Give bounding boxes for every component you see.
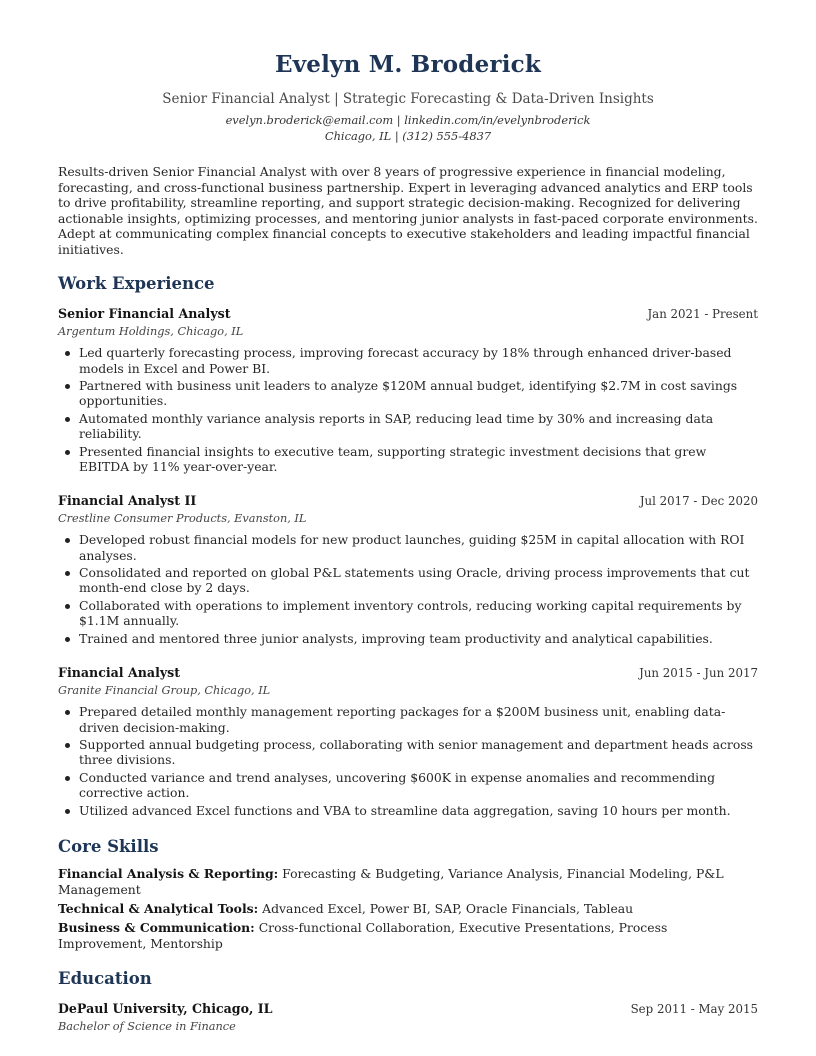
bullet-item: Developed robust financial models for new product launches, guiding $25M in capital allocation with ROI analyses. bbox=[58, 532, 758, 563]
skill-group-values: Advanced Excel, Power BI, SAP, Oracle Financials, Tableau bbox=[262, 901, 634, 916]
skill-group bbox=[58, 920, 758, 951]
bullet-item: Automated monthly variance analysis reports in SAP, reducing lead time by 30% and increasing data reliability. bbox=[58, 411, 758, 442]
job-organization: Granite Financial Group, Chicago, IL bbox=[58, 684, 271, 697]
section-title-education: Education bbox=[58, 969, 152, 988]
bullet-item: Utilized advanced Excel functions and VBA to streamline data aggregation, saving 10 hours per month. bbox=[58, 803, 758, 819]
job-title: Financial Analyst II bbox=[58, 493, 197, 508]
job-title: Financial Analyst bbox=[58, 665, 181, 680]
professional-headline: Senior Financial Analyst | Strategic Forecasting & Data-Driven Insights bbox=[162, 91, 654, 107]
job-date: Jan 2021 - Present bbox=[647, 307, 758, 321]
skill-group-label: Technical & Analytical Tools: bbox=[58, 901, 259, 916]
school-name: DePaul University, Chicago, IL bbox=[58, 1001, 273, 1016]
skill-group-values: Cross-functional Collaboration, Executive Presentations, Process Improvement, Mentorship bbox=[58, 920, 668, 951]
section-title-skills: Core Skills bbox=[58, 837, 159, 856]
job-bullets bbox=[58, 345, 758, 477]
bullet-item: Prepared detailed monthly management reporting packages for a $200M business unit, enabling data-driven decision-making. bbox=[58, 704, 758, 735]
degree-name: Bachelor of Science in Finance bbox=[58, 1020, 236, 1033]
job-date: Jul 2017 - Dec 2020 bbox=[639, 494, 758, 508]
education-date: Sep 2011 - May 2015 bbox=[630, 1002, 758, 1016]
bullet-item: Conducted variance and trend analyses, uncovering $600K in expense anomalies and recommending corrective action. bbox=[58, 770, 758, 801]
job-organization: Argentum Holdings, Chicago, IL bbox=[58, 325, 244, 338]
professional-summary: Results-driven Senior Financial Analyst with over 8 years of progressive experience in financial modeling, forecasting, and cross-functional business partnership. Expert in leveraging advanced analytics and ERP tools to drive profitability, streamline reporting, and support strategic decision-making. Recognized for delivering actionable insights, optimizing processes, and mentoring junior analysts in fast-paced corporate environments. Adept at communicating complex financial concepts to executive stakeholders and leading impactful financial initiatives. bbox=[58, 164, 758, 257]
bullet-item: Collaborated with operations to implement inventory controls, reducing working capital requirements by $1.1M annually. bbox=[58, 598, 758, 629]
bullet-item: Led quarterly forecasting process, improving forecast accuracy by 18% through enhanced driver-based models in Excel and Power BI. bbox=[58, 345, 758, 376]
bullet-item: Trained and mentored three junior analysts, improving team productivity and analytical capabilities. bbox=[58, 631, 758, 647]
job-organization: Crestline Consumer Products, Evanston, IL bbox=[58, 512, 307, 525]
section-title-experience: Work Experience bbox=[58, 274, 215, 293]
bullet-item: Supported annual budgeting process, collaborating with senior management and department heads across three divisions. bbox=[58, 737, 758, 768]
job-title: Senior Financial Analyst bbox=[58, 306, 231, 321]
skill-group-values: Forecasting & Budgeting, Variance Analysis, Financial Modeling, P&L Management bbox=[58, 866, 724, 897]
bullet-item: Presented financial insights to executive team, supporting strategic investment decisions that grew EBITDA by 11% year-over-year. bbox=[58, 444, 758, 475]
job-bullets bbox=[58, 704, 758, 820]
contact-info-location-phone: Chicago, IL | (312) 555-4837 bbox=[324, 129, 492, 143]
bullet-item: Partnered with business unit leaders to analyze $120M annual budget, identifying $2.7M in cost savings opportunities. bbox=[58, 378, 758, 409]
skill-group bbox=[58, 866, 758, 897]
skill-group-label: Business & Communication: bbox=[58, 920, 255, 935]
job-date: Jun 2015 - Jun 2017 bbox=[639, 666, 758, 680]
bullet-item: Consolidated and reported on global P&L statements using Oracle, driving process improvements that cut month-end close by 2 days. bbox=[58, 565, 758, 596]
skill-group bbox=[58, 901, 758, 917]
candidate-name: Evelyn M. Broderick bbox=[274, 51, 542, 78]
skill-group-label: Financial Analysis & Reporting: bbox=[58, 866, 279, 881]
job-bullets bbox=[58, 532, 758, 648]
contact-info-email-linkedin: evelyn.broderick@email.com | linkedin.com/in/evelynbroderick bbox=[225, 113, 591, 127]
